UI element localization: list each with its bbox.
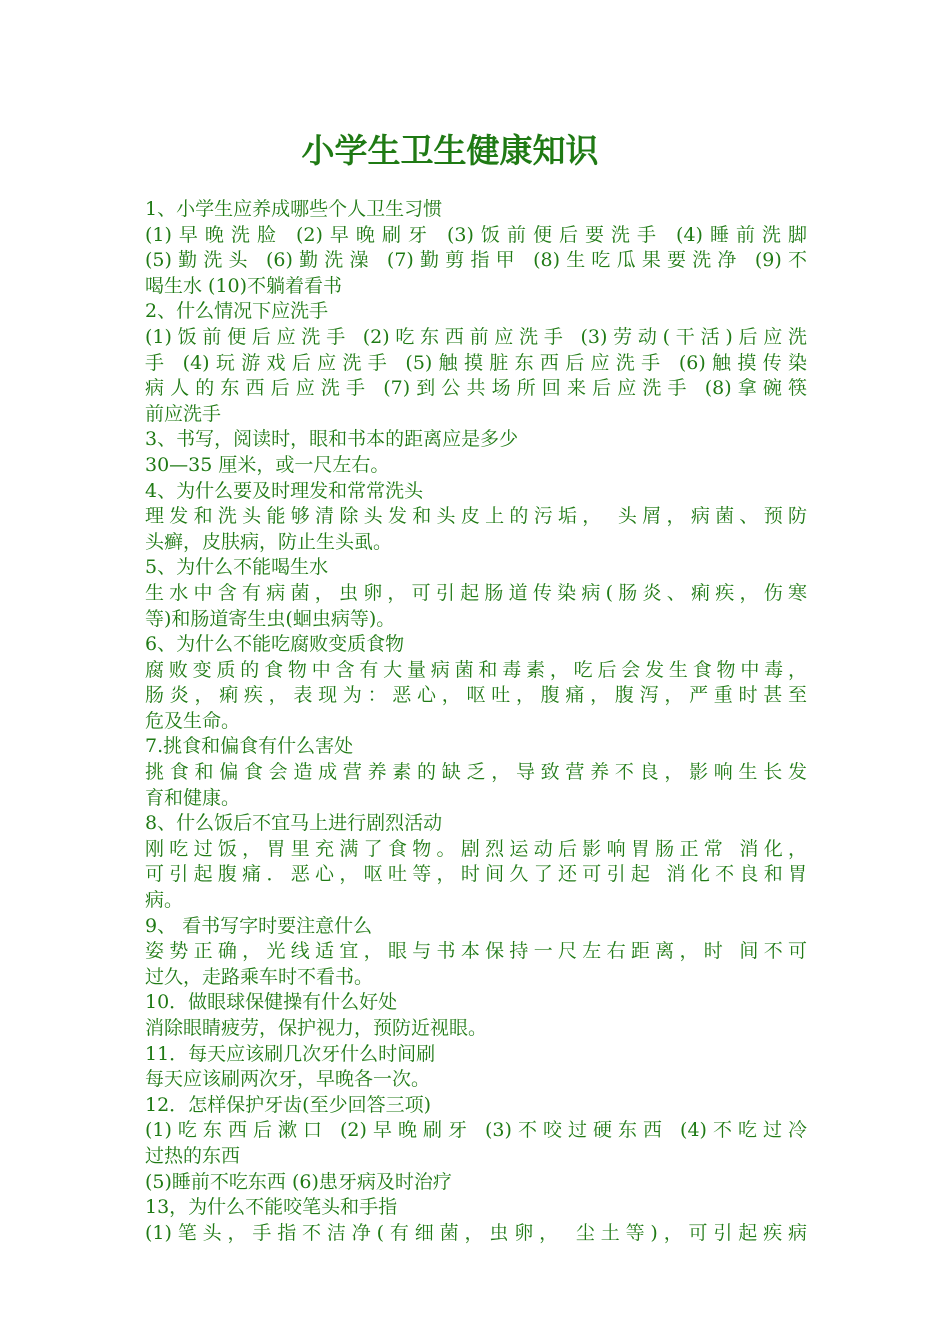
text-line: (1)饭前便后应洗手 (2)吃东西前应洗手 (3)劳动(干活)后应洗 [145,325,807,348]
text-line: 病。 [145,889,184,912]
text-line: 生水中含有病菌，虫卵，可引起肠道传染病(肠炎、痢疾，伤寒 [145,581,807,604]
text-line: 挑食和偏食会造成营养素的缺乏，导致营养不良，影响生长发 [145,761,807,784]
text-line: 3、书写，阅读时，眼和书本的距离应是多少 [145,428,519,451]
text-line: 6、为什么不能吃腐败变质食物 [145,633,405,656]
text-line: 4、为什么要及时理发和常常洗头 [145,479,424,502]
text-line: 13，为什么不能咬笔头和手指 [145,1196,398,1219]
text-line: 5、为什么不能喝生水 [145,556,329,579]
text-line: 过热的东西 [145,1144,241,1167]
text-line: (1)吃东西后漱口 (2)早晚刷牙 (3)不咬过硬东西 (4)不吃过冷 [145,1119,807,1142]
text-line: 10．做眼球保健操有什么好处 [145,991,398,1014]
text-line: 头癣，皮肤病，防止生头虱。 [145,530,393,553]
text-line: 30—35 厘米，或一尺左右。 [145,453,390,476]
text-line: 危及生命。 [145,709,241,732]
text-line: 手 (4)玩游戏后应洗手 (5)触摸脏东西后应洗手 (6)触摸传染 [145,351,807,374]
text-line: 11．每天应该刷几次牙什么时间刷 [145,1042,436,1065]
text-line: (1)笔头，手指不洁净(有细菌，虫卵， 尘土等)，可引起疾病 [145,1221,807,1244]
text-line: (5)睡前不吃东西 (6)患牙病及时治疗 [145,1170,452,1193]
document-body [145,197,807,1246]
text-line: 姿势正确，光线适宜，眼与书本保持一尺左右距离，时 间不可 [145,940,807,963]
text-line: 等)和肠道寄生虫(蛔虫病等)。 [145,607,396,630]
text-line: 7.挑食和偏食有什么害处 [145,735,354,758]
text-line: 前应洗手 [145,402,222,425]
text-line: 每天应该刷两次牙，早晚各一次。 [145,1068,431,1091]
text-line: 可引起腹痛．恶心，呕吐等，时间久了还可引起 消化不良和胃 [145,863,807,886]
text-line: 8、什么饭后不宜马上进行剧烈活动 [145,812,443,835]
text-line: 消除眼睛疲劳，保护视力，预防近视眼。 [145,1017,488,1039]
text-line: (5)勤洗头 (6)勤洗澡 (7)勤剪指甲 (8)生吃瓜果要洗净 (9)不 [145,249,807,272]
text-line: 肠炎，痢疾，表现为：恶心，呕吐，腹痛，腹泻，严重时甚至 [145,684,807,707]
text-line: 12．怎样保护牙齿(至少回答三项) [145,1093,432,1116]
document-title: 小学生卫生健康知识 [301,131,599,170]
text-line: 过久，走路乘车时不看书。 [145,965,374,988]
text-line: 育和健康。 [145,786,241,809]
text-line: 腐败变质的食物中含有大量病菌和毒素，吃后会发生食物中毒， [145,658,807,681]
text-line: 2、什么情况下应洗手 [145,300,329,323]
text-line: 9、 看书写字时要注意什么 [145,914,373,937]
text-line: 刚吃过饭，胃里充满了食物。剧烈运动后影响胃肠正常 消化， [145,837,807,860]
text-line: (1)早晚洗脸 (2)早晚刷牙 (3)饭前便后要洗手 (4)睡前洗脚 [145,223,807,246]
text-line: 喝生水 (10)不躺着看书 [145,274,343,297]
text-line: 病人的东西后应洗手 (7)到公共场所回来后应洗手 (8)拿碗筷 [145,377,807,400]
text-line: 1、小学生应养成哪些个人卫生习惯 [145,198,443,220]
text-line: 理发和洗头能够清除头发和头皮上的污垢， 头屑，病菌、预防 [145,505,807,528]
